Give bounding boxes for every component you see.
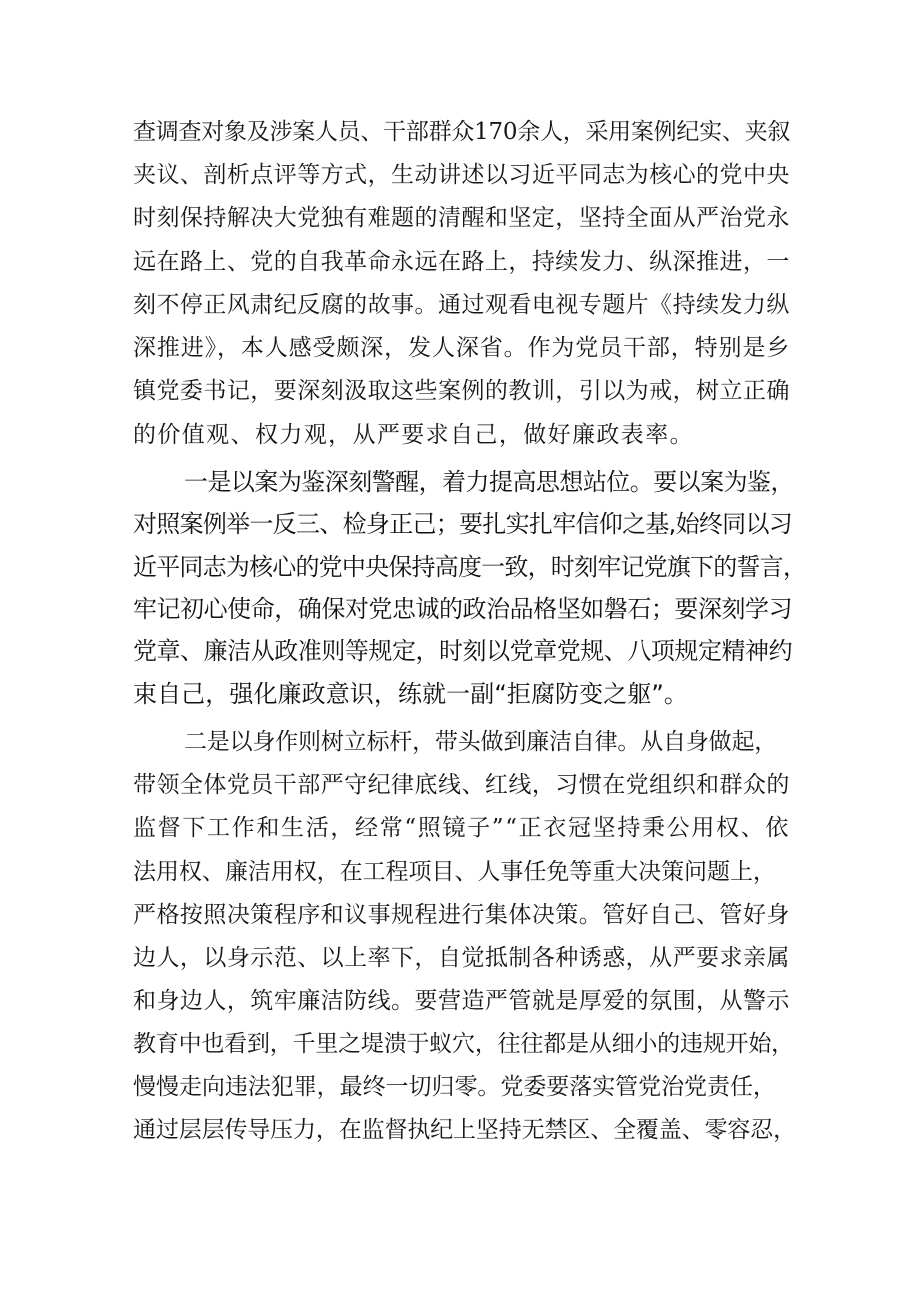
line-text: 严格按照决策程序和议事规程进行集体决策。管好自己、管好身	[133, 902, 790, 928]
text-line	[0, 240, 920, 284]
line-text: 夹议、剖析点评等方式，生动讲述以习近平同志为核心的党中央	[133, 162, 790, 188]
text-line	[0, 850, 920, 894]
text-line	[0, 196, 920, 240]
line-text: 带领全体党员干部严守纪律底线、红线，习惯在党组织和群众的	[133, 772, 790, 798]
text-line	[0, 629, 920, 673]
text-line	[0, 1022, 920, 1066]
line-text: 和身边人，筑牢廉洁防线。要营造严管就是厚爱的氛围，从警示	[133, 988, 790, 1014]
line-text: 远在路上、党的自我革命永远在路上，持续发力、纵深推进，一	[133, 249, 790, 275]
text-line	[0, 502, 920, 546]
line-text: 监督下工作和生活，经常“照镜子”“正衣冠坚持秉公用权、依	[133, 815, 791, 841]
line-text: 教育中也看到，千里之堤溃于蚁穴，往往都是从细小的违规开始，	[133, 1031, 794, 1057]
line-text: 刻不停正风肃纪反腐的故事。通过观看电视专题片《持续发力纵	[133, 292, 790, 318]
text-line	[0, 326, 920, 370]
line-text: 深推进》，本人感受颇深，发人深省。作为党员干部，特别是乡	[133, 335, 791, 361]
text-line	[0, 806, 920, 850]
line-text: 边人，以身示范、以上率下，自觉抵制各种诱惑，从严要求亲属	[133, 945, 790, 971]
text-line	[0, 1108, 920, 1152]
line-text: 党章、廉洁从政准则等规定，时刻以党章党规、八项规定精神约	[133, 637, 793, 665]
text-line	[0, 110, 920, 154]
text-line	[0, 763, 920, 807]
line-text: 时刻保持解决大党独有难题的清醒和坚定，坚持全面从严治党永	[133, 205, 790, 231]
line-text: 通过层层传导压力，在监督执纪上坚持无禁区、全覆盖、零容忍，	[133, 1117, 796, 1143]
line-text: 镇党委书记，要深刻汲取这些案例的教训，引以为戒，树立正确	[133, 378, 790, 404]
text-line	[0, 460, 920, 504]
line-text: 查调查对象及涉案人员、干部群众170余人，采用案例纪实、夹叙	[133, 119, 791, 145]
text-line	[0, 153, 920, 197]
line-text: 二是以身作则树立标杆，带头做到廉洁自律。从自身做起，	[184, 729, 778, 755]
text-line	[0, 587, 920, 631]
line-text: 慢慢走向违法犯罪，最终一切归零。党委要落实管党治党责任，	[133, 1074, 776, 1100]
line-text: 一是以案为鉴深刻警醒，着力提高思想站位。要以案为鉴，	[184, 468, 794, 496]
text-line	[0, 545, 920, 589]
line-text: 近平同志为核心的党中央保持高度一致，时刻牢记党旗下的誓言，	[133, 553, 807, 581]
text-line	[0, 893, 920, 937]
text-line	[0, 720, 920, 764]
text-line	[0, 1065, 920, 1109]
line-text: 牢记初心使命，确保对党忠诚的政治品格坚如磐石；要深刻学习	[133, 595, 793, 623]
line-text: 法用权、廉洁用权，在工程项目、人事任免等重大决策问题上，	[133, 859, 776, 885]
text-line	[0, 283, 920, 327]
text-line	[0, 936, 920, 980]
text-line	[0, 672, 920, 716]
text-line	[0, 413, 920, 457]
line-text: 束自己，强化廉政意识，练就一副“拒腐防变之躯”。	[133, 680, 689, 708]
line-text: 的价值观、权力观，从严要求自己，做好廉政表率。	[133, 422, 694, 448]
line-text: 对照案例举一反三、检身正己；要扎实扎牢信仰之基,始终同以习	[133, 510, 793, 538]
text-line	[0, 369, 920, 413]
text-line	[0, 979, 920, 1023]
